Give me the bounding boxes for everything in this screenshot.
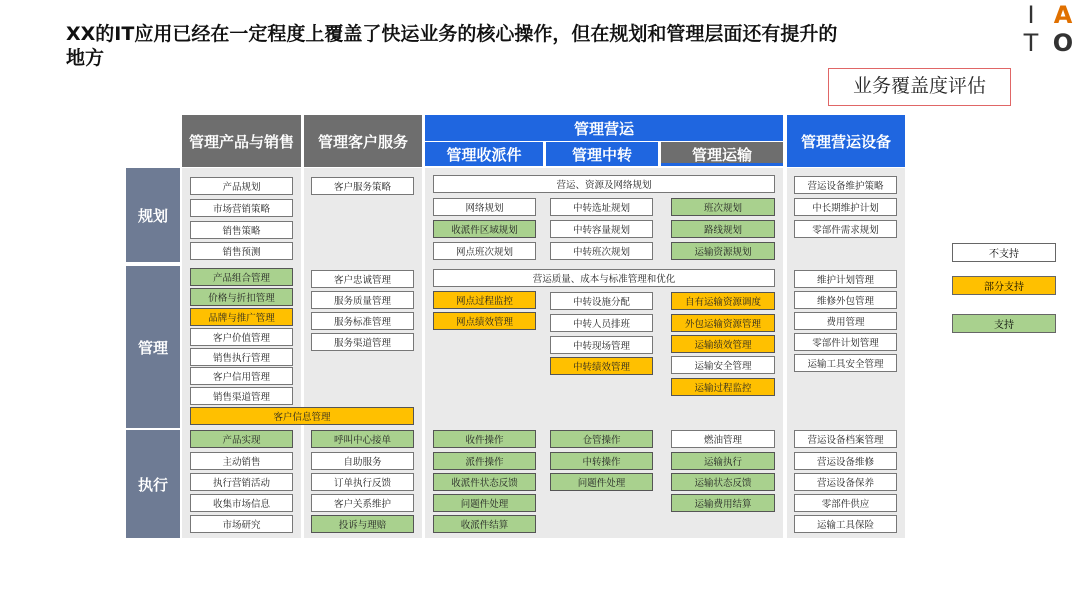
item-box: 网点过程监控: [433, 291, 536, 309]
item-box: 销售预测: [190, 242, 293, 260]
item-box: 运输工具保险: [794, 515, 897, 533]
item-box: 收派件结算: [433, 515, 536, 533]
item-box: 营运、资源及网络规划: [433, 175, 775, 193]
item-box: 销售渠道管理: [190, 387, 293, 405]
item-box: 市场营销策略: [190, 199, 293, 217]
item-box: 问题件处理: [550, 473, 653, 491]
item-box: 仓管操作: [550, 430, 653, 448]
item-box: 收派件区域规划: [433, 220, 536, 238]
item-box: 自有运输资源调度: [671, 292, 775, 310]
item-box: 投诉与理赔: [311, 515, 414, 533]
item-box: 零部件需求规划: [794, 220, 897, 238]
item-box: 营运设备维护策略: [794, 176, 897, 194]
item-box: 运输执行: [671, 452, 775, 470]
item-box: 产品实现: [190, 430, 293, 448]
item-box: 客户信息管理: [190, 407, 414, 425]
item-box: 中转操作: [550, 452, 653, 470]
item-box: 问题件处理: [433, 494, 536, 512]
item-box: 营运设备维修: [794, 452, 897, 470]
header-pickup-delivery: 管理收派件: [425, 142, 543, 166]
item-box: 销售策略: [190, 221, 293, 239]
item-box: 服务质量管理: [311, 291, 414, 309]
header-equipment: 管理营运设备: [787, 115, 905, 167]
item-box: 班次规划: [671, 198, 775, 216]
item-box: 客户服务策略: [311, 177, 414, 195]
item-box: 收派件状态反馈: [433, 473, 536, 491]
item-box: 服务渠道管理: [311, 333, 414, 351]
item-box: 中转人员排班: [550, 314, 653, 332]
item-box: 运输工具安全管理: [794, 354, 897, 372]
item-box: 中转班次规划: [550, 242, 653, 260]
item-box: 客户价值管理: [190, 328, 293, 346]
item-box: 市场研究: [190, 515, 293, 533]
assessment-label: 业务覆盖度评估: [828, 68, 1011, 106]
item-box: 维修外包管理: [794, 291, 897, 309]
item-box: 客户关系维护: [311, 494, 414, 512]
header-transport-underline: [661, 163, 783, 166]
item-box: 外包运输资源管理: [671, 314, 775, 332]
item-box: 呼叫中心接单: [311, 430, 414, 448]
item-box: 运输安全管理: [671, 356, 775, 374]
legend-partial: 部分支持: [952, 276, 1056, 295]
item-box: 网点班次规划: [433, 242, 536, 260]
item-box: 中转容量规划: [550, 220, 653, 238]
item-box: 中转绩效管理: [550, 357, 653, 375]
item-box: 产品组合管理: [190, 268, 293, 286]
item-box: 派件操作: [433, 452, 536, 470]
item-box: 客户忠诚管理: [311, 270, 414, 288]
item-box: 中转选址规划: [550, 198, 653, 216]
logo-letter: T: [1023, 29, 1039, 57]
page-title: XX的IT应用已经在一定程度上覆盖了快运业务的核心操作，但在规划和管理层面还有提升的地方: [66, 23, 838, 69]
logo-letter: I: [1027, 1, 1035, 29]
row-label-management: 管理: [126, 266, 180, 428]
item-box: 主动销售: [190, 452, 293, 470]
item-box: 营运设备保养: [794, 473, 897, 491]
item-box: 订单执行反馈: [311, 473, 414, 491]
logo-letter: A: [1053, 1, 1073, 29]
item-box: 销售执行管理: [190, 348, 293, 366]
header-transfer: 管理中转: [546, 142, 658, 166]
item-box: 运输过程监控: [671, 378, 775, 396]
legend-supported: 支持: [952, 314, 1056, 333]
item-box: 路线规划: [671, 220, 775, 238]
item-box: 网络规划: [433, 198, 536, 216]
item-box: 零部件供应: [794, 494, 897, 512]
legend-unsupported: 不支持: [952, 243, 1056, 262]
item-box: 运输绩效管理: [671, 335, 775, 353]
item-box: 中转设施分配: [550, 292, 653, 310]
item-box: 执行营销活动: [190, 473, 293, 491]
item-box: 零部件计划管理: [794, 333, 897, 351]
item-box: 燃油管理: [671, 430, 775, 448]
logo-letter: O: [1052, 29, 1074, 57]
item-box: 运输资源规划: [671, 242, 775, 260]
item-box: 运输状态反馈: [671, 473, 775, 491]
item-box: 自助服务: [311, 452, 414, 470]
item-box: 收件操作: [433, 430, 536, 448]
header-products-sales: 管理产品与销售: [182, 115, 301, 167]
header-customer-service: 管理客户服务: [304, 115, 422, 167]
item-box: 营运设备档案管理: [794, 430, 897, 448]
header-operations: 管理营运: [425, 115, 783, 141]
row-label-planning: 规划: [126, 168, 180, 262]
item-box: 费用管理: [794, 312, 897, 330]
item-box: 品牌与推广管理: [190, 308, 293, 326]
item-box: 客户信用管理: [190, 367, 293, 385]
item-box: 营运质量、成本与标准管理和优化: [433, 269, 775, 287]
item-box: 产品规划: [190, 177, 293, 195]
item-box: 收集市场信息: [190, 494, 293, 512]
company-logo: [1016, 2, 1080, 58]
item-box: 运输费用结算: [671, 494, 775, 512]
row-label-execution: 执行: [126, 430, 180, 538]
header-transport: 管理运输: [661, 142, 783, 166]
item-box: 中转现场管理: [550, 336, 653, 354]
item-box: 价格与折扣管理: [190, 288, 293, 306]
item-box: 服务标准管理: [311, 312, 414, 330]
item-box: 网点绩效管理: [433, 312, 536, 330]
item-box: 维护计划管理: [794, 270, 897, 288]
item-box: 中长期维护计划: [794, 198, 897, 216]
